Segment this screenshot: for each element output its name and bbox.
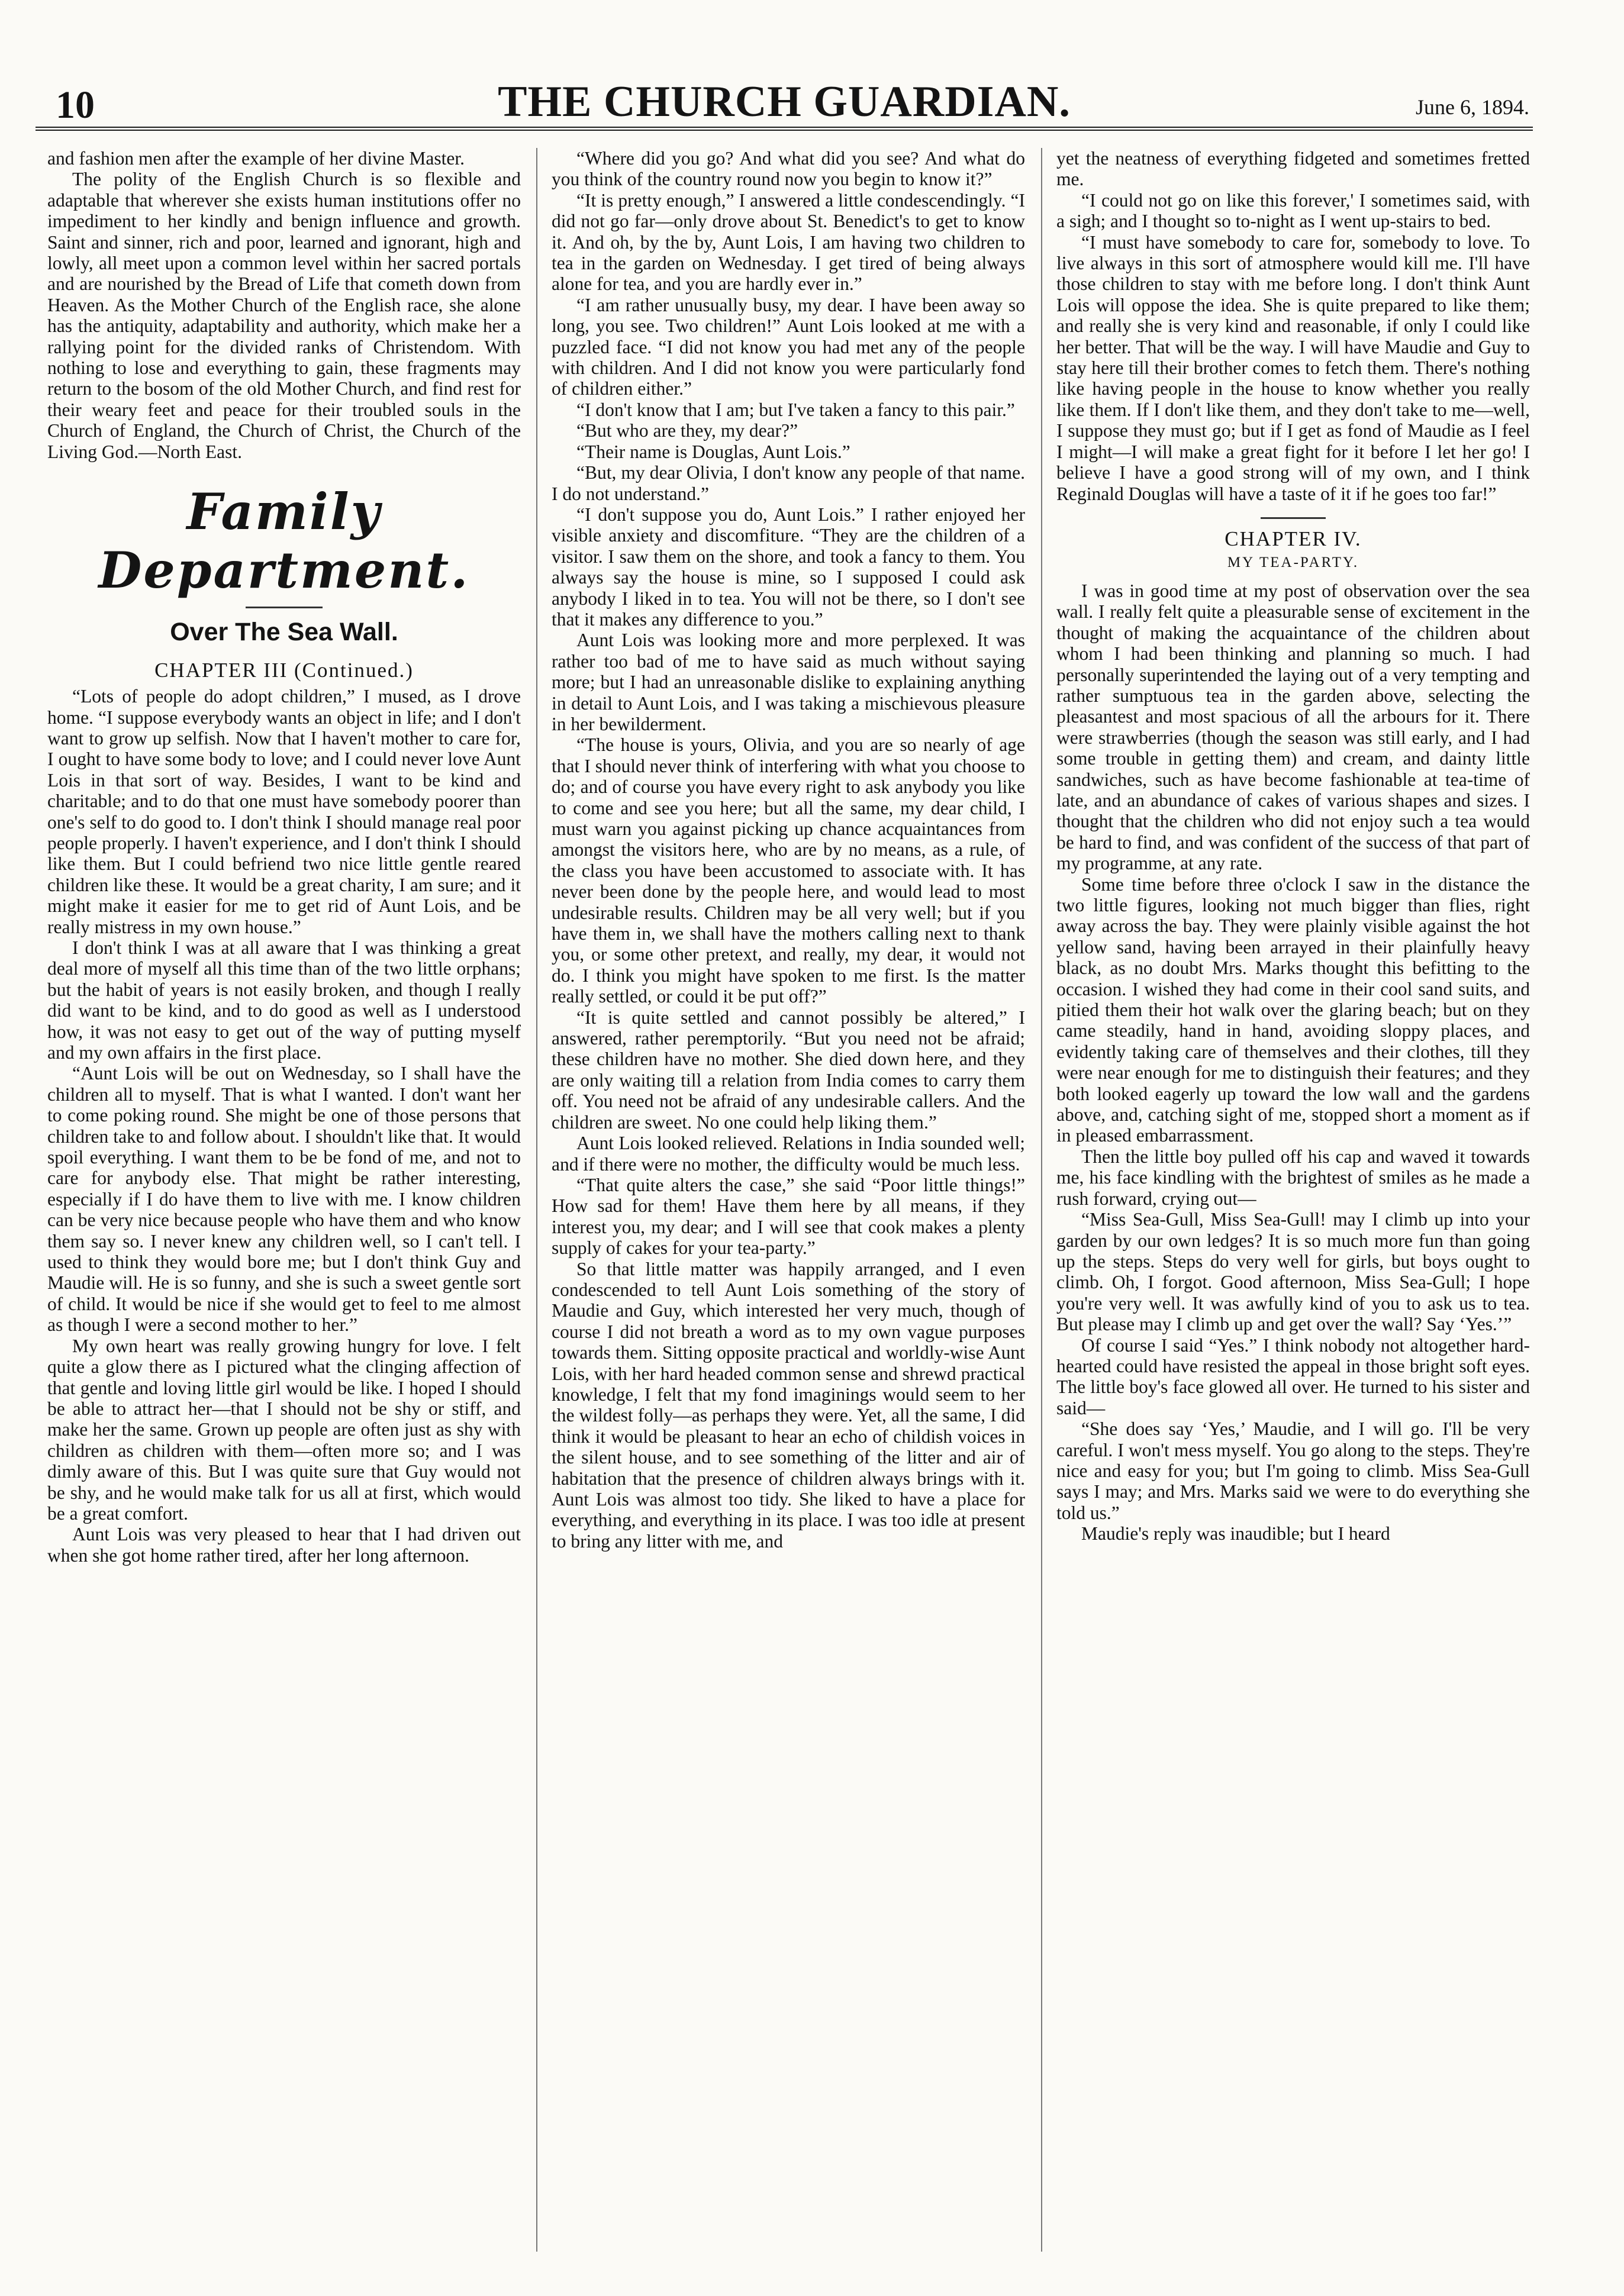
paragraph: “Their name is Douglas, Aunt Lois.” [576,441,850,462]
paragraph: “It is pretty enough,” I answered a little condescendingly. “I did not go far—only drove about St. Benedict's to get to know it. And oh, by the by, Aunt Lois, I am having two children to tea in the garden on Wednesday. I get tired of being always alone for tea, and you are hardly ever in.” [552,189,1025,295]
paragraph: “It is quite settled and cannot possibly be altered,” I answered, rather peremptorily. “But you need not be afraid; these children have no mother. She died down here, and they are only waiting till a relation from India comes to carry them off. You need not be afraid of any undesirable callers. And the children are sweet. No one could help liking them.” [552,1007,1025,1133]
paragraph: “She does say ‘Yes,’ Maudie, and I will go. I'll be very careful. I won't mess myself. You go along to the steps. They're nice and easy for you; but I'm going to climb. Miss Sea-Gull says I may; and Mrs. Marks said we were to do everything she told us.” [1056,1418,1530,1523]
column-2 [552,148,1025,2255]
column-rule [1041,148,1042,2252]
paragraph: The polity of the English Church is so flexible and adaptable that wherever she exists human institutions offer no impediment to her kindly and benign influence and growth. Saint and sinner, rich and poor, learned and ignorant, high and lowly, all meet upon a common level within her sacred portals and are nourished by the Bread of Life that cometh down from Heaven. As the Mother Church of the English race, she alone has the antiquity, adaptability and authority, which make her a rallying point for the divided ranks of Christendom. With nothing to lose and everything to gain, these fragments may return to the bosom of the old Mother Church, and find rest for their weary feet and peace for their troubled souls in the Church of England, the Church of Christ, the Church of the Living God.—North East. [47,169,521,462]
chapter-subtitle: MY TEA-PARTY. [1227,554,1359,570]
paragraph: “I could not go on like this forever,' I sometimes said, with a sigh; and I thought so to-night as I went up-stairs to bed. [1056,189,1530,232]
paragraph: Maudie's reply was inaudible; but I heard [1081,1523,1390,1544]
column-1 [47,148,521,2255]
paragraph: “Aunt Lois will be out on Wednesday, so I shall have the children all to myself. That is what I wanted. I don't want her to come poking round. She might be one of those persons that children take to and follow about. I shouldn't like that. It would spoil everything. I want them to be be fond of me, and not to care for anybody else. That might be rather interesting, especially if I do have them to live with me. I know children can be very nice because people who have them and who know them say so. I never knew any children well, so I can't tell. I used to think they would bore me; but I don't think Guy and Maudie will. He is so funny, and she is such a sweet gentle sort of child. It would be nice if she would get to feel to me almost as though I were a second mother to her.” [47,1063,521,1336]
department-title: Family Department. [98,482,470,600]
paragraph: “I must have somebody to care for, somebody to love. To live always in this sort of atmosphere would kill me. I'll have those children to stay with me before long. I don't think Aunt Lois will oppose the idea. She is quite prepared to like them; and really she is very kind and reasonable, if only I could like her better. That will be the way. I will have Maudie and Guy to stay here till their brother comes to fetch them. There's nothing like having people in the house to know whether you really like them. If I don't like them, and they don't take to me—well, I suppose they must go; but if I get as fond of Maudie as I feel I might—I will make a great fight for it before I let her go! I believe I have a good strong will of my own, and I think Reginald Douglas will have a taste of it if he goes too far!” [1056,231,1530,504]
masthead: THE CHURCH GUARDIAN. [498,78,1071,126]
paragraph: “I am rather unusually busy, my dear. I have been away so long, you see. Two children!” Aunt Lois looked at me with a puzzled face. “I did not know you had met any of the people with children. And I did not know you were particularly fond of children either.” [552,294,1025,399]
divider [246,607,323,608]
issue-date: June 6, 1894. [1416,95,1529,119]
paragraph: yet the neatness of everything fidgeted and sometimes fretted me. [1056,148,1530,190]
paragraph: “Where did you go? And what did you see? And what do you think of the country round now you begin to know it?” [552,148,1025,190]
divider [1261,517,1326,519]
paragraph: “That quite alters the case,” she said “Poor little things!” How sad for them! Have them here by all means, if they interest you, my dear; and I will see that cook makes a plenty supply of cakes for your tea-party.” [552,1174,1025,1259]
paragraph: I was in good time at my post of observation over the sea wall. I really felt quite a pleasurable sense of excitement in the thought of making the acquaintance of the children about whom I had been thinking and planning so much. I had personally superintended the laying out of a very tempting and rather sumptuous tea in the garden above, selecting the pleasantest and most spacious of all the arbours for it. There were strawberries (though the season was still early, and I had some trouble in getting them) and cream, and dainty little sandwiches, such as have become fashionable at tea-time of late, and an abundance of cakes of various shapes and sizes. I thought that the children who did not enjoy such a tea would be hard to find, and was confident of the success of that part of my programme, at any rate. [1056,580,1530,874]
paragraph: “I don't suppose you do, Aunt Lois.” I rather enjoyed her visible anxiety and discomfiture. “They are the children of a visitor. I saw them on the shore, and took a fancy to them. You always say the house is mine, so I supposed I could ask anybody I liked in to tea. You will not be there, so I don't see that it makes any difference to you.” [552,504,1025,630]
chapter-heading: CHAPTER III (Continued.) [154,659,414,682]
story-title: Over The Sea Wall. [170,618,398,647]
paragraph: Some time before three o'clock I saw in the distance the two little figures, looking not much bigger than flies, right away across the bay. They were plainly visible against the hot yellow sand, having been arrayed in their plainfully heavy black, as no doubt Mrs. Marks thought this befitting to the occasion. I wished they had come in their cool sand suits, and pitied them their hot walk over the glaring beach; but on they came steadily, hand in hand, avoiding sloppy places, and evidently taking care of themselves and their clothes, till they were near enough for me to distinguish their features; and they both looked eagerly up toward the low wall and the gardens above, and, catching sight of me, stopped short a moment as if in pleased embarrassment. [1056,873,1530,1146]
paragraph: Aunt Lois was looking more and more perplexed. It was rather too bad of me to have said as much without saying more; but I had an unreasonable dislike to explaining anything in detail to Aunt Lois, and I was taking a mischievous pleasure in her bewilderment. [552,630,1025,734]
paragraph: “Miss Sea-Gull, Miss Sea-Gull! may I climb up into your garden by our own ledges? It is so much more fun than going up the steps. Steps do very well for girls, but boys ought to climb. Oh, I forgot. Good afternoon, Miss Sea-Gull; I hope you're very well. It was awfully kind of you to ask us to tea. But please may I climb up and get over the wall? Say ‘Yes.’” [1056,1209,1530,1335]
article-columns [47,148,1530,2255]
column-rule [536,148,537,2252]
paragraph: So that little matter was happily arranged, and I even condescended to tell Aunt Lois something of the story of Maudie and Guy, which interested her very much, though of course I did not breath a word as to my own vague purposes towards them. Sitting opposite practical and worldly-wise Aunt Lois, with her hard headed common sense and shrewd practical knowledge, I felt that my fond imaginings would seem to her the wildest folly—as perhaps they were. Yet, all the same, I did think it would be pleasant to hear an echo of childish voices in the silent house, and to see something of the litter and air of habitation that the presence of children always brings with it. Aunt Lois was almost too tidy. She liked to have a place for everything, and everything in its place. I was too idle at present to bring any litter with me, and [552,1258,1025,1552]
paragraph: My own heart was really growing hungry for love. I felt quite a glow there as I pictured what the clinging affection of that gentle and loving little girl would be like. I hoped I should be able to attract her—that I should not be shy or stiff, and make her the same. Grown up people are often just as shy with children as children with them—often more so; and I was dimly aware of this. But I was quite sure that Guy would not be shy, and he would make talk for us all at first, which would be a great comfort. [47,1335,521,1524]
paragraph: Aunt Lois looked relieved. Relations in India sounded well; and if there were no mother, the difficulty would be much less. [552,1133,1025,1175]
paragraph: “Lots of people do adopt children,” I mused, as I drove home. “I suppose everybody wants an object in life; and I don't want to grow up selfish. Now that I haven't mother to care for, I ought to have some body to love; and I could never love Aunt Lois in that sort of way. Besides, I want to be kind and charitable; and to do that one must have somebody poorer than one's self to do good to. I don't think I should manage real poor people properly. I haven't experience, and I don't think I should like them. But I could befriend two nice little gentle reared children like these. It would be a great charity, I am sure; and it might make it easier for me to get rid of Aunt Lois, and be really mistress in my own house.” [47,686,521,937]
paragraph: Then the little boy pulled off his cap and waved it towards me, his face kindling with the brightest of smiles as he made a rush forward, crying out— [1056,1146,1530,1209]
page-header [36,70,1533,131]
paragraph: and fashion men after the example of her divine Master. [47,148,465,169]
paragraph: “But who are they, my dear?” [576,420,798,441]
paragraph: Of course I said “Yes.” I think nobody not altogether hard-hearted could have resisted the appeal in those bright soft eyes. The little boy's face glowed all over. He turned to his sister and said— [1056,1334,1530,1418]
paragraph: “The house is yours, Olivia, and you are so nearly of age that I should never think of interfering with what you choose to do; and of course you have every right to ask anybody you like to come and see you here; but all the same, my dear child, I must warn you against picking up chance acquaintances from amongst the visitors here, who are by no means, as a rule, of the class you have been accustomed to associate with. It has never been done by the people here, and would lead to most undesirable results. Children may be all very well; but if you have them in, we shall have the mothers calling next to thank you, or some other pretext, and really, my dear, it would not do. I think you might have spoken to me first. Is the matter really settled, or could it be put off?” [552,734,1025,1007]
chapter-heading: CHAPTER IV. [1225,527,1362,550]
paragraph: “I don't know that I am; but I've taken a fancy to this pair.” [576,399,1015,420]
column-3 [1056,148,1530,2255]
paragraph: Aunt Lois was very pleased to hear that I had driven out when she got home rather tired, after her long afternoon. [47,1524,521,1566]
paragraph: “But, my dear Olivia, I don't know any people of that name. I do not understand.” [552,462,1025,504]
page-number: 10 [56,83,95,127]
paragraph: I don't think I was at all aware that I was thinking a great deal more of myself all this time than of the two little orphans; but the habit of years is not easily broken, and though I really did want to be kind, and to do good as well as I understood how, it was not easy to get out of the way of putting myself and my own affairs in the first place. [47,937,521,1063]
